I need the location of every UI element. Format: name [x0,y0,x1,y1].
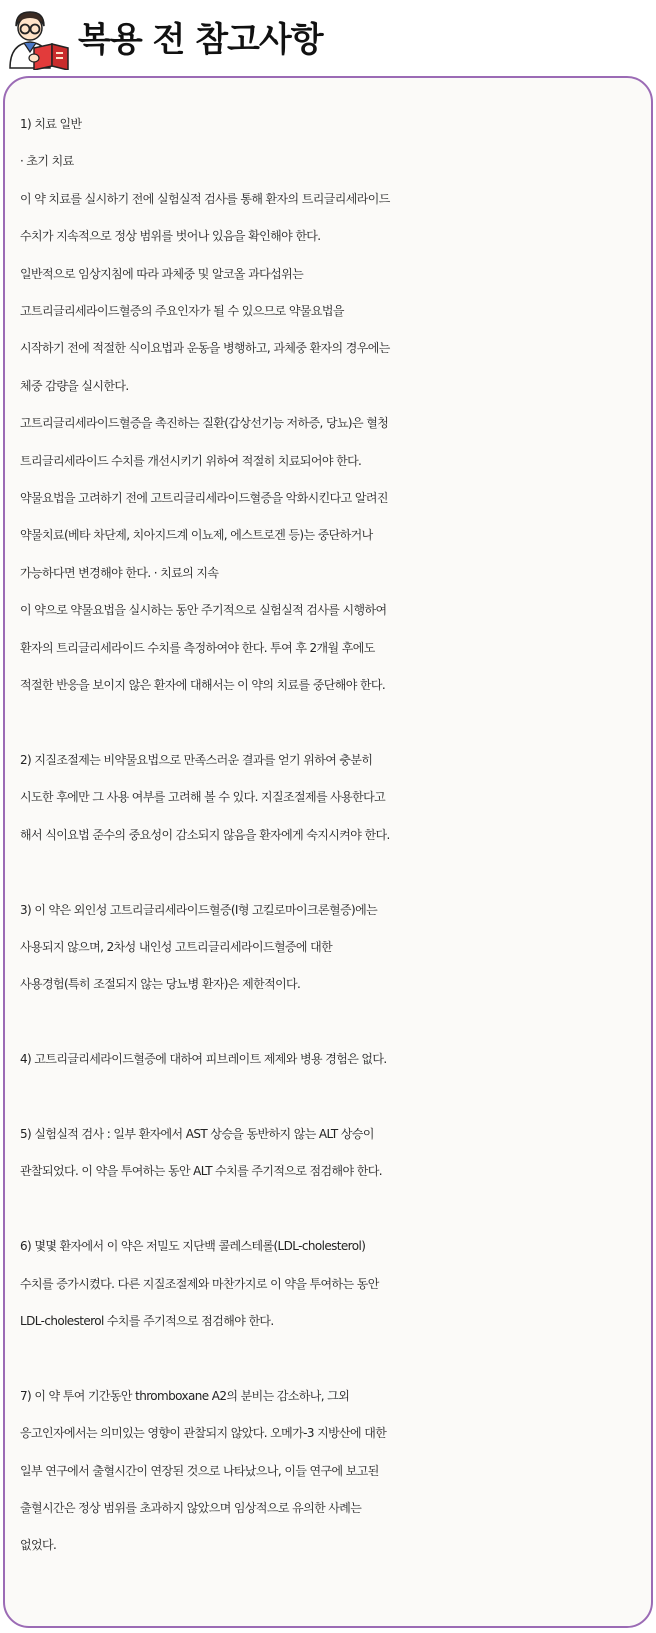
text-line: 관찰되었다. 이 약을 투여하는 동안 ALT 수치를 주기적으로 점검해야 한다. [20,1164,382,1179]
text-line: 환자의 트리글리세라이드 수치를 측정하여야 한다. 투여 후 2개월 후에도 [20,640,375,655]
text-line: 출혈시간은 정상 범위를 초과하지 않았으며 임상적으로 유의한 사례는 [20,1500,362,1515]
text-line: 사용되지 않으며, 2차성 내인성 고트리글리세라이드혈증에 대한 [20,939,333,954]
text-line: 적절한 반응을 보이지 않은 환자에 대해서는 이 약의 치료를 중단해야 한다. [20,678,386,693]
text-line: 응고인자에서는 의미있는 영향이 관찰되지 않았다. 오메가-3 지방산에 대한 [20,1426,387,1441]
blank-line [20,1004,646,1041]
text-line: 수치를 증가시켰다. 다른 지질조절제와 마찬가지로 이 약을 투여하는 동안 [20,1276,379,1291]
text-line: 고트리글리세라이드혈증의 주요인자가 될 수 있으므로 약물요법을 [20,304,344,319]
blank-line [20,854,646,891]
text-line: 이 약 치료를 실시하기 전에 실험실적 검사를 통해 환자의 트리글리세라이드 [20,191,390,206]
blank-line [20,1079,646,1116]
blank-line [20,1340,646,1377]
text-line: 약물요법을 고려하기 전에 고트리글리세라이드혈증을 악화시킨다고 알려진 [20,491,388,506]
text-line: 이 약으로 약물요법을 실시하는 동안 주기적으로 실험실적 검사를 시행하여 [20,603,387,618]
blank-line [20,1191,646,1228]
precautions-text [20,106,646,1565]
text-line: LDL-cholesterol 수치를 주기적으로 점검해야 한다. [20,1313,274,1328]
text-line: 해서 식이요법 준수의 중요성이 감소되지 않음을 환자에게 숙지시켜야 한다. [20,827,390,842]
text-line: 가능하다면 변경해야 한다. · 치료의 지속 [20,565,219,580]
text-line: 없었다. [20,1538,57,1553]
page-title: 복용 전 참고사항 [78,20,323,60]
text-line: 일부 연구에서 출혈시간이 연장된 것으로 나타났으나, 이들 연구에 보고된 [20,1463,379,1478]
blank-line [20,705,646,742]
text-line: 6) 몇몇 환자에서 이 약은 저밀도 지단백 콜레스테롤(LDL-cholesterol) [20,1239,366,1254]
text-line: 5) 실험실적 검사 : 일부 환자에서 AST 상승을 동반하지 않는 ALT 상승이 [20,1126,374,1141]
text-line: · 초기 치료 [20,154,74,169]
text-line: 사용경험(특히 조절되지 않는 당뇨병 환자)은 제한적이다. [20,977,301,992]
text-line: 시도한 후에만 그 사용 여부를 고려해 볼 수 있다. 지질조절제를 사용한다고 [20,790,386,805]
text-line: 4) 고트리글리세라이드혈증에 대하여 피브레이트 제제와 병용 경험은 없다. [20,1052,387,1067]
text-line: 7) 이 약 투여 기간동안 thromboxane A2의 분비는 감소하나, 그외 [20,1388,350,1403]
text-line: 2) 지질조절제는 비약물요법으로 만족스러운 결과를 얻기 위하여 충분히 [20,752,373,767]
page-header [0,0,656,74]
text-line: 트리글리세라이드 수치를 개선시키기 위하여 적절히 치료되어야 한다. [20,453,362,468]
text-line: 일반적으로 임상지침에 따라 과체중 및 알코올 과다섭위는 [20,266,304,281]
text-line: 약물치료(베타 차단제, 치아지드계 이뇨제, 에스트로겐 등)는 중단하거나 [20,528,373,543]
text-line: 1) 치료 일반 [20,117,82,131]
text-line: 수치가 지속적으로 정상 범위를 벗어나 있음을 확인해야 한다. [20,229,321,244]
text-line: 체중 감량을 실시한다. [20,378,129,393]
doctor-reading-book-icon [4,8,70,70]
text-line: 시작하기 전에 적절한 식이요법과 운동을 병행하고, 과체중 환자의 경우에는 [20,341,390,356]
text-line: 3) 이 약은 외인성 고트리글리세라이드혈증(Ⅰ형 고킬로마이크론혈증)에는 [20,902,378,917]
text-line: 고트리글리세라이드혈증을 촉진하는 질환(갑상선기능 저하증, 당뇨)은 혈청 [20,416,389,431]
